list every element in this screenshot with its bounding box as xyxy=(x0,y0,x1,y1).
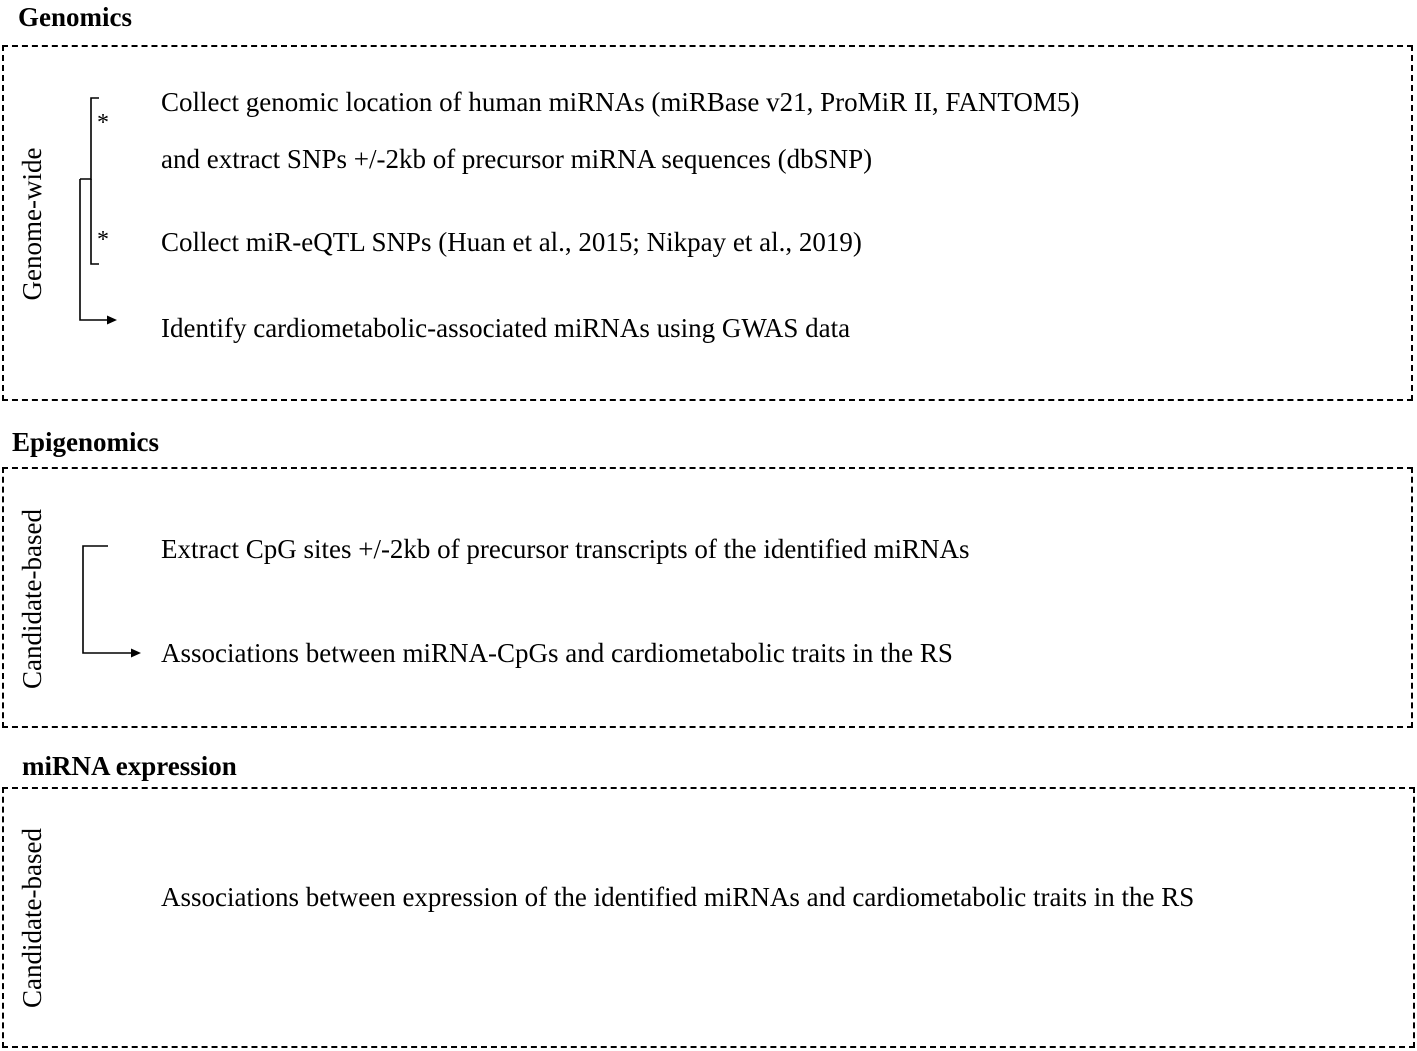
epigenomics-arrowhead xyxy=(131,649,141,658)
mirna-expression-step-1: Associations between expression of the identified miRNAs and cardiometabolic traits in the RS xyxy=(161,882,1195,912)
genomics-marker-1: * xyxy=(97,110,109,136)
genomics-step-1-line-1: Collect genomic location of human miRNAs (miRBase v21, ProMiR II, FANTOM5) xyxy=(161,87,1080,117)
epigenomics-side-label: Candidate-based xyxy=(17,509,47,689)
genomics-step-2: Collect miR-eQTL SNPs (Huan et al., 2015; Nikpay et al., 2019) xyxy=(161,227,862,257)
genomics-title: Genomics xyxy=(18,2,132,32)
epigenomics-step-1: Extract CpG sites +/-2kb of precursor transcripts of the identified miRNAs xyxy=(161,534,970,564)
epigenomics-title: Epigenomics xyxy=(12,427,160,457)
epigenomics-step-2: Associations between miRNA-CpGs and cardiometabolic traits in the RS xyxy=(161,638,953,668)
mirna-expression-title: miRNA expression xyxy=(22,751,237,781)
genomics-step-3: Identify cardiometabolic-associated miRNAs using GWAS data xyxy=(161,313,851,343)
epigenomics-arrow-line xyxy=(83,546,132,653)
genomics-marker-2: * xyxy=(97,227,109,253)
genomics-step-1-line-2: and extract SNPs +/-2kb of precursor miRNA sequences (dbSNP) xyxy=(161,144,873,174)
mirna-expression-side-label: Candidate-based xyxy=(17,828,47,1008)
mirna-expression-panel xyxy=(2,787,1415,1048)
genomics-side-label: Genome-wide xyxy=(17,147,47,301)
